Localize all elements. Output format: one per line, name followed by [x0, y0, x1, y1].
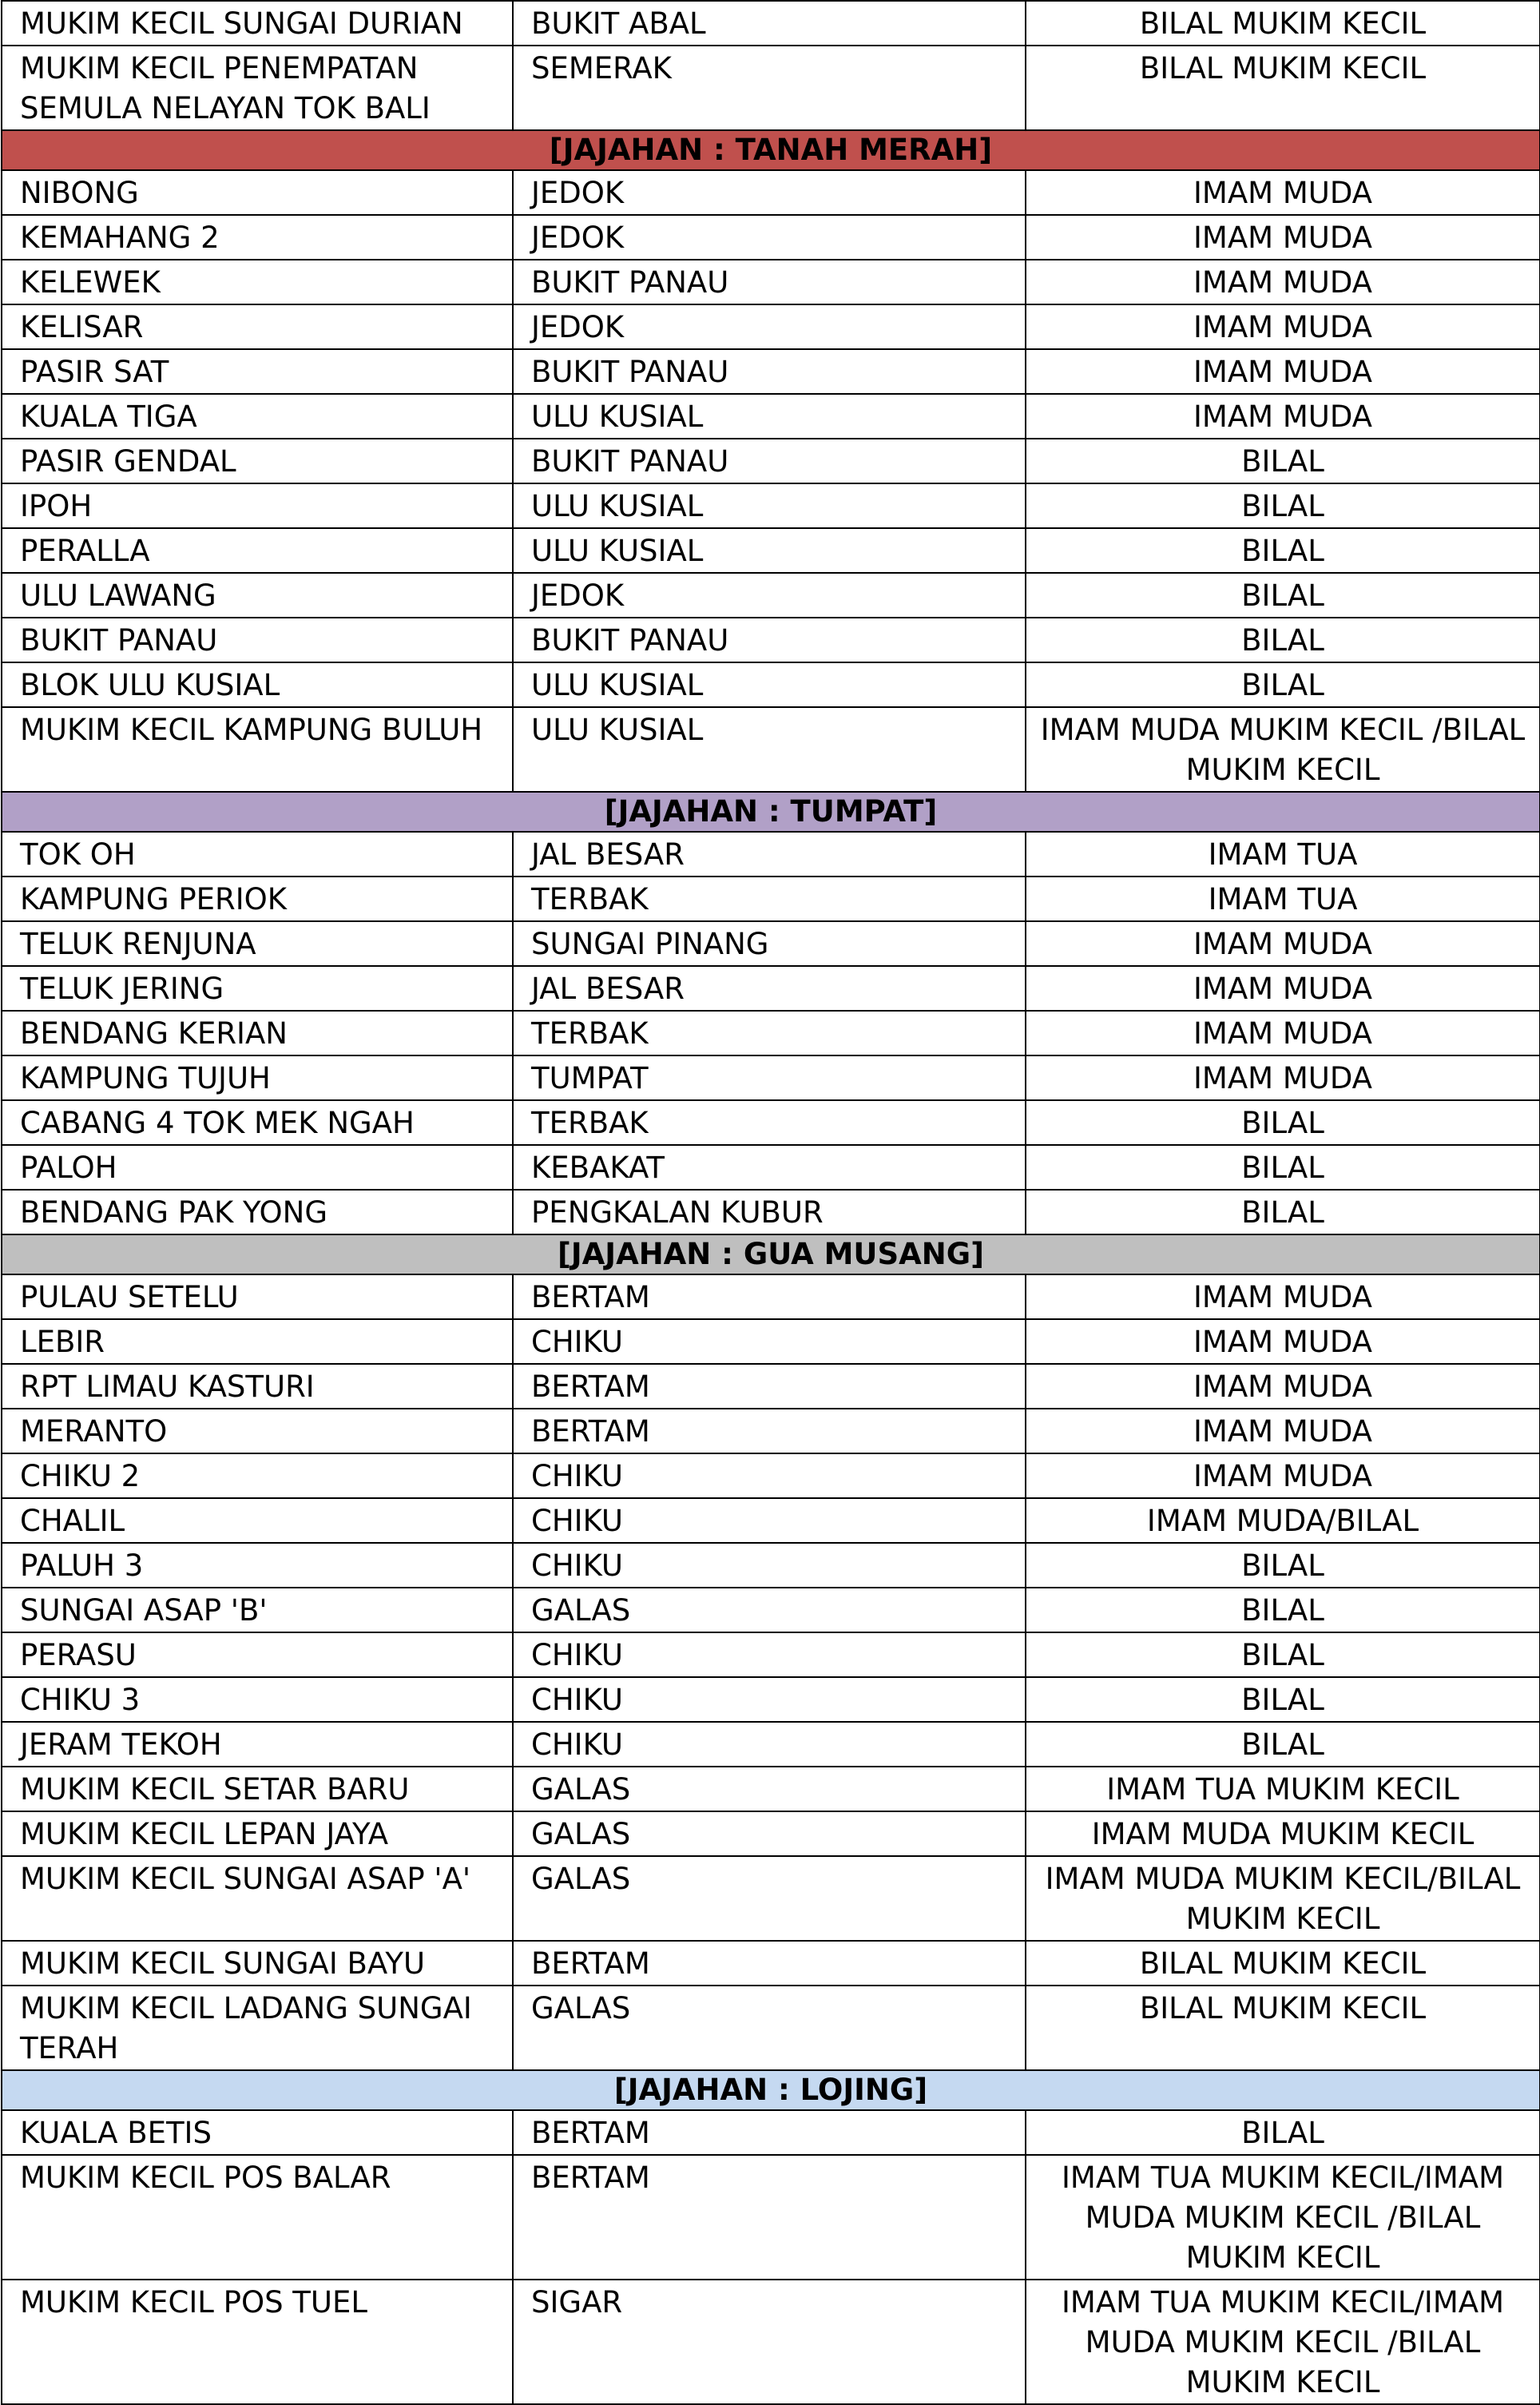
- kampung-cell: MUKIM KECIL POS TUEL: [2, 2280, 513, 2404]
- table-row: [2, 439, 1540, 483]
- jawatan-cell: IMAM MUDA: [1026, 1409, 1540, 1453]
- mukim-cell: BERTAM: [513, 2110, 1026, 2155]
- table-row: [2, 573, 1540, 618]
- kampung-cell: TELUK RENJUNA: [2, 921, 513, 966]
- mukim-cell: ULU KUSIAL: [513, 394, 1026, 439]
- table-row: [2, 1632, 1540, 1677]
- table-row: [2, 1767, 1540, 1811]
- table-row: [2, 215, 1540, 260]
- mukim-cell: BUKIT PANAU: [513, 349, 1026, 394]
- table-row: [2, 46, 1540, 130]
- section-header-row: [2, 1234, 1540, 1274]
- jawatan-cell: BILAL: [1026, 528, 1540, 573]
- kampung-cell: MUKIM KECIL LADANG SUNGAI TERAH: [2, 1986, 513, 2070]
- jawatan-cell: BILAL: [1026, 1100, 1540, 1145]
- kampung-cell: MUKIM KECIL POS BALAR: [2, 2155, 513, 2280]
- mukim-cell: JAL BESAR: [513, 966, 1026, 1011]
- jawatan-cell: BILAL: [1026, 439, 1540, 483]
- jawatan-cell: BILAL: [1026, 1588, 1540, 1632]
- table-row: [2, 921, 1540, 966]
- kampung-cell: MUKIM KECIL SUNGAI BAYU: [2, 1941, 513, 1986]
- mukim-cell: KEBAKAT: [513, 1145, 1026, 1190]
- kampung-cell: BLOK ULU KUSIAL: [2, 662, 513, 707]
- jawatan-cell: IMAM MUDA: [1026, 1364, 1540, 1409]
- jawatan-cell: IMAM MUDA: [1026, 394, 1540, 439]
- kampung-cell: KELISAR: [2, 304, 513, 349]
- table-row: [2, 1319, 1540, 1364]
- kampung-cell: TELUK JERING: [2, 966, 513, 1011]
- table-row: [2, 1, 1540, 46]
- table-row: [2, 1409, 1540, 1453]
- kampung-cell: PASIR GENDAL: [2, 439, 513, 483]
- mukim-cell: CHIKU: [513, 1722, 1026, 1767]
- mukim-cell: ULU KUSIAL: [513, 528, 1026, 573]
- kampung-cell: MUKIM KECIL SUNGAI DURIAN: [2, 1, 513, 46]
- mukim-cell: ULU KUSIAL: [513, 707, 1026, 792]
- kampung-cell: IPOH: [2, 483, 513, 528]
- table-row: [2, 1677, 1540, 1722]
- table-row: [2, 1100, 1540, 1145]
- jawatan-cell: IMAM TUA: [1026, 832, 1540, 877]
- section-header-tumpat: [JAJAHAN : TUMPAT]: [2, 792, 1540, 832]
- table-row: [2, 1453, 1540, 1498]
- kampung-cell: PERASU: [2, 1632, 513, 1677]
- kampung-cell: KEMAHANG 2: [2, 215, 513, 260]
- mukim-cell: GALAS: [513, 1767, 1026, 1811]
- jawatan-cell: BILAL: [1026, 2110, 1540, 2155]
- jawatan-cell: IMAM TUA MUKIM KECIL/IMAM MUDA MUKIM KECIL /BILAL MUKIM KECIL: [1026, 2155, 1540, 2280]
- jawatan-cell: BILAL: [1026, 483, 1540, 528]
- mukim-cell: BERTAM: [513, 1274, 1026, 1319]
- table-row: [2, 2155, 1540, 2280]
- kampung-cell: PULAU SETELU: [2, 1274, 513, 1319]
- table-row: [2, 877, 1540, 921]
- table-row: [2, 832, 1540, 877]
- kampung-cell: MUKIM KECIL KAMPUNG BULUH: [2, 707, 513, 792]
- section-header-row: [2, 130, 1540, 170]
- jawatan-cell: BILAL MUKIM KECIL: [1026, 1, 1540, 46]
- table-row: [2, 707, 1540, 792]
- kampung-cell: NIBONG: [2, 170, 513, 215]
- mukim-cell: CHIKU: [513, 1319, 1026, 1364]
- kampung-cell: PALOH: [2, 1145, 513, 1190]
- mukim-cell: BERTAM: [513, 1364, 1026, 1409]
- mukim-cell: BUKIT PANAU: [513, 439, 1026, 483]
- mukim-cell: PENGKALAN KUBUR: [513, 1190, 1026, 1234]
- jawatan-cell: BILAL: [1026, 1543, 1540, 1588]
- jawatan-cell: IMAM MUDA: [1026, 260, 1540, 304]
- jawatan-cell: IMAM MUDA: [1026, 966, 1540, 1011]
- kampung-cell: KELEWEK: [2, 260, 513, 304]
- mukim-cell: BUKIT ABAL: [513, 1, 1026, 46]
- jawatan-cell: BILAL: [1026, 618, 1540, 662]
- jawatan-cell: IMAM MUDA: [1026, 921, 1540, 966]
- jawatan-cell: BILAL: [1026, 573, 1540, 618]
- table-row: [2, 2280, 1540, 2404]
- mukim-cell: JEDOK: [513, 215, 1026, 260]
- jawatan-cell: IMAM MUDA: [1026, 1274, 1540, 1319]
- jawatan-cell: IMAM TUA MUKIM KECIL: [1026, 1767, 1540, 1811]
- jawatan-cell: BILAL: [1026, 1677, 1540, 1722]
- jawatan-cell: BILAL MUKIM KECIL: [1026, 1941, 1540, 1986]
- jawatan-cell: BILAL: [1026, 662, 1540, 707]
- mukim-cell: SUNGAI PINANG: [513, 921, 1026, 966]
- data-table: [1, 0, 1540, 2405]
- section-header-lojing: [JAJAHAN : LOJING]: [2, 2070, 1540, 2110]
- kampung-cell: MUKIM KECIL LEPAN JAYA: [2, 1811, 513, 1856]
- section-header-row: [2, 792, 1540, 832]
- mukim-cell: SIGAR: [513, 2280, 1026, 2404]
- table-row: [2, 1055, 1540, 1100]
- mukim-cell: SEMERAK: [513, 46, 1026, 130]
- kampung-cell: MUKIM KECIL SETAR BARU: [2, 1767, 513, 1811]
- mukim-cell: BUKIT PANAU: [513, 618, 1026, 662]
- table-body: [2, 1, 1540, 2404]
- kampung-cell: PERALLA: [2, 528, 513, 573]
- section-header-tanah-merah: [JAJAHAN : TANAH MERAH]: [2, 130, 1540, 170]
- mukim-cell: CHIKU: [513, 1632, 1026, 1677]
- section-header-gua-musang: [JAJAHAN : GUA MUSANG]: [2, 1234, 1540, 1274]
- table-row: [2, 1011, 1540, 1055]
- table-row: [2, 1543, 1540, 1588]
- kampung-cell: SUNGAI ASAP 'B': [2, 1588, 513, 1632]
- kampung-cell: RPT LIMAU KASTURI: [2, 1364, 513, 1409]
- mukim-cell: TERBAK: [513, 1100, 1026, 1145]
- kampung-cell: BUKIT PANAU: [2, 618, 513, 662]
- jawatan-cell: IMAM MUDA: [1026, 304, 1540, 349]
- mukim-cell: GALAS: [513, 1986, 1026, 2070]
- mukim-cell: TERBAK: [513, 1011, 1026, 1055]
- table-row: [2, 1941, 1540, 1986]
- mukim-cell: BERTAM: [513, 1941, 1026, 1986]
- jawatan-cell: IMAM MUDA MUKIM KECIL: [1026, 1811, 1540, 1856]
- kampung-cell: KUALA BETIS: [2, 2110, 513, 2155]
- jawatan-cell: BILAL: [1026, 1145, 1540, 1190]
- mukim-cell: CHIKU: [513, 1543, 1026, 1588]
- jawatan-cell: IMAM MUDA: [1026, 215, 1540, 260]
- table-row: [2, 1498, 1540, 1543]
- table-row: [2, 662, 1540, 707]
- kampung-cell: BENDANG PAK YONG: [2, 1190, 513, 1234]
- table-row: [2, 1274, 1540, 1319]
- jawatan-cell: IMAM MUDA: [1026, 1011, 1540, 1055]
- table-row: [2, 2110, 1540, 2155]
- jawatan-cell: BILAL MUKIM KECIL: [1026, 46, 1540, 130]
- jawatan-cell: BILAL: [1026, 1722, 1540, 1767]
- jawatan-cell: IMAM MUDA MUKIM KECIL /BILAL MUKIM KECIL: [1026, 707, 1540, 792]
- table-row: [2, 966, 1540, 1011]
- mukim-cell: BUKIT PANAU: [513, 260, 1026, 304]
- kampung-cell: MUKIM KECIL PENEMPATAN SEMULA NELAYAN TOK BALI: [2, 46, 513, 130]
- jawatan-cell: IMAM MUDA: [1026, 1319, 1540, 1364]
- table-row: [2, 1811, 1540, 1856]
- table-row: [2, 1588, 1540, 1632]
- jawatan-cell: IMAM MUDA: [1026, 349, 1540, 394]
- jawatan-cell: IMAM MUDA: [1026, 1055, 1540, 1100]
- jawatan-cell: IMAM MUDA/BILAL: [1026, 1498, 1540, 1543]
- table-row: [2, 170, 1540, 215]
- table-row: [2, 1364, 1540, 1409]
- table-row: [2, 1145, 1540, 1190]
- jawatan-cell: IMAM MUDA: [1026, 170, 1540, 215]
- mukim-cell: CHIKU: [513, 1498, 1026, 1543]
- kampung-cell: PASIR SAT: [2, 349, 513, 394]
- kampung-cell: KUALA TIGA: [2, 394, 513, 439]
- table-row: [2, 618, 1540, 662]
- kampung-cell: CABANG 4 TOK MEK NGAH: [2, 1100, 513, 1145]
- table-row: [2, 260, 1540, 304]
- kampung-cell: CHIKU 2: [2, 1453, 513, 1498]
- mukim-cell: TERBAK: [513, 877, 1026, 921]
- kampung-cell: KAMPUNG TUJUH: [2, 1055, 513, 1100]
- table-row: [2, 394, 1540, 439]
- table-row: [2, 528, 1540, 573]
- mukim-cell: JEDOK: [513, 170, 1026, 215]
- mukim-cell: GALAS: [513, 1588, 1026, 1632]
- jawatan-cell: IMAM MUDA: [1026, 1453, 1540, 1498]
- mukim-cell: TUMPAT: [513, 1055, 1026, 1100]
- mukim-cell: GALAS: [513, 1811, 1026, 1856]
- jawatan-cell: BILAL MUKIM KECIL: [1026, 1986, 1540, 2070]
- mukim-cell: JEDOK: [513, 573, 1026, 618]
- mukim-cell: CHIKU: [513, 1677, 1026, 1722]
- mukim-cell: ULU KUSIAL: [513, 662, 1026, 707]
- kampung-cell: LEBIR: [2, 1319, 513, 1364]
- kampung-cell: KAMPUNG PERIOK: [2, 877, 513, 921]
- mukim-cell: JAL BESAR: [513, 832, 1026, 877]
- table-row: [2, 1190, 1540, 1234]
- kampung-cell: MUKIM KECIL SUNGAI ASAP 'A': [2, 1856, 513, 1941]
- jawatan-cell: IMAM MUDA MUKIM KECIL/BILAL MUKIM KECIL: [1026, 1856, 1540, 1941]
- mukim-cell: BERTAM: [513, 2155, 1026, 2280]
- kampung-cell: BENDANG KERIAN: [2, 1011, 513, 1055]
- section-header-row: [2, 2070, 1540, 2110]
- kampung-cell: CHIKU 3: [2, 1677, 513, 1722]
- table-row: [2, 1722, 1540, 1767]
- mukim-cell: BERTAM: [513, 1409, 1026, 1453]
- kampung-cell: CHALIL: [2, 1498, 513, 1543]
- table-row: [2, 1986, 1540, 2070]
- kampung-cell: ULU LAWANG: [2, 573, 513, 618]
- table-row: [2, 483, 1540, 528]
- kampung-cell: TOK OH: [2, 832, 513, 877]
- jawatan-cell: BILAL: [1026, 1190, 1540, 1234]
- mukim-cell: JEDOK: [513, 304, 1026, 349]
- kampung-cell: PALUH 3: [2, 1543, 513, 1588]
- jawatan-cell: IMAM TUA MUKIM KECIL/IMAM MUDA MUKIM KECIL /BILAL MUKIM KECIL: [1026, 2280, 1540, 2404]
- kampung-cell: MERANTO: [2, 1409, 513, 1453]
- jawatan-cell: BILAL: [1026, 1632, 1540, 1677]
- mukim-cell: ULU KUSIAL: [513, 483, 1026, 528]
- kampung-cell: JERAM TEKOH: [2, 1722, 513, 1767]
- table-row: [2, 304, 1540, 349]
- table-row: [2, 349, 1540, 394]
- table-row: [2, 1856, 1540, 1941]
- mukim-cell: CHIKU: [513, 1453, 1026, 1498]
- jawatan-cell: IMAM TUA: [1026, 877, 1540, 921]
- mukim-cell: GALAS: [513, 1856, 1026, 1941]
